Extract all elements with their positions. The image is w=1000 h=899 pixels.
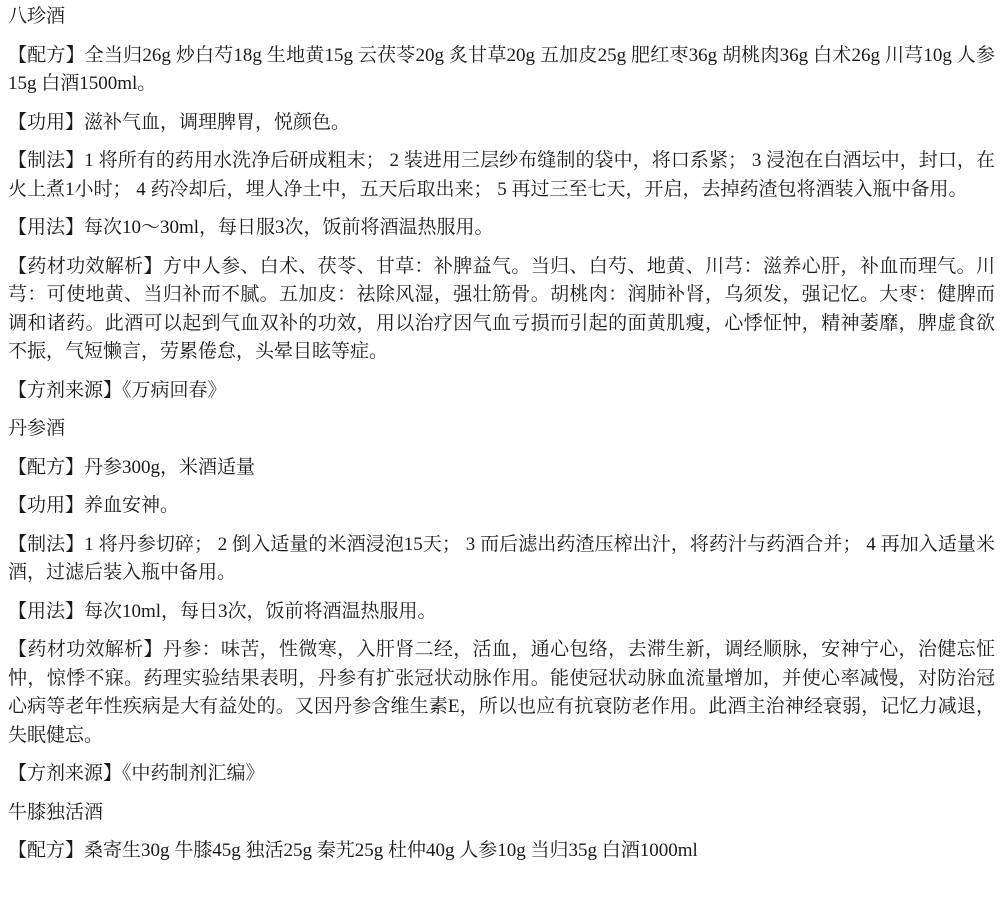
bazhen-gongyong-paragraph: 【功用】滋补气血，调理脾胃，悦颜色。	[8, 111, 351, 133]
danshen-zhifa-paragraph: 【制法】1 将丹参切碎； 2 倒入适量的米酒浸泡15天； 3 而后滤出药渣压榨出汁，将药汁与药酒合并； 4 再加入适量米酒，过滤后装入瓶中备用。	[8, 533, 995, 583]
recipe-title-danshen: 丹参酒	[8, 418, 66, 439]
bazhen-peifang-paragraph: 【配方】全当归26g 炒白芍18g 生地黄15g 云茯苓20g 炙甘草20g 五加皮25g 肥红枣36g 胡桃肉36g 白术26g 川芎10g 人参15g 白酒1500ml。	[8, 44, 995, 94]
bazhen-zhifa-paragraph: 【制法】1 将所有的药用水洗净后研成粗末； 2 装进用三层纱布缝制的袋中，将口系紧； 3 浸泡在白酒坛中，封口，在火上煮1小时； 4 药冷却后，埋人净土中，五天后取出来； 5 再过三至七天，开启，去掉药渣包将酒装入瓶中备用。	[8, 150, 995, 200]
danshen-laiyuan-paragraph: 【方剂来源】《中药制剂汇编》	[8, 763, 265, 784]
recipe-title-niuxi-duhuo: 牛膝独活酒	[8, 801, 104, 823]
niuxi-peifang-paragraph: 【配方】桑寄生30g 牛膝45g 独活25g 秦艽25g 杜仲40g 人参10g 当归35g 白酒1000ml	[8, 840, 698, 861]
danshen-gongyong-paragraph: 【功用】养血安神。	[8, 495, 180, 516]
bazhen-laiyuan-paragraph: 【方剂来源】《万病回春》	[8, 379, 227, 401]
danshen-yongfa-paragraph: 【用法】每次10ml，每日3次，饭前将酒温热服用。	[8, 600, 437, 622]
bazhen-yongfa-paragraph: 【用法】每次10～30ml，每日服3次，饭前将酒温热服用。	[8, 217, 494, 238]
recipe-title-bazhen: 八珍酒	[8, 6, 66, 27]
danshen-jiexi-paragraph: 【药材功效解析】丹参：味苦，性微寒，入肝肾二经，活血，通心包络，去滞生新，调经顺脉，安神宁心，治健忘怔忡，惊悸不寐。药理实验结果表明，丹参有扩张冠状动脉作用。能使冠状动脉血流量增加，并使心率减慢，对防治冠心病等老年性疾病是大有益处的。又因丹参含维生素E，所以也应有抗衰防老作用。此酒主治神经衰弱，记忆力减退，失眠健忘。	[8, 639, 995, 746]
danshen-peifang-paragraph: 【配方】丹参300g，米酒适量	[8, 456, 256, 478]
bazhen-jiexi-paragraph: 【药材功效解析】方中人参、白术、茯苓、甘草：补脾益气。当归、白芍、地黄、川芎：滋养心肝，补血而理气。川芎：可使地黄、当归补而不腻。五加皮：祛除风湿，强壮筋骨。胡桃肉：润肺补肾，乌须发，强记忆。大枣：健脾而调和诸药。此酒可以起到气血双补的功效，用以治疗因气血亏损而引起的面黄肌瘦，心悸怔忡，精神萎靡，脾虚食欲不振，气短懒言，劳累倦怠，头晕目眩等症。	[8, 255, 995, 362]
